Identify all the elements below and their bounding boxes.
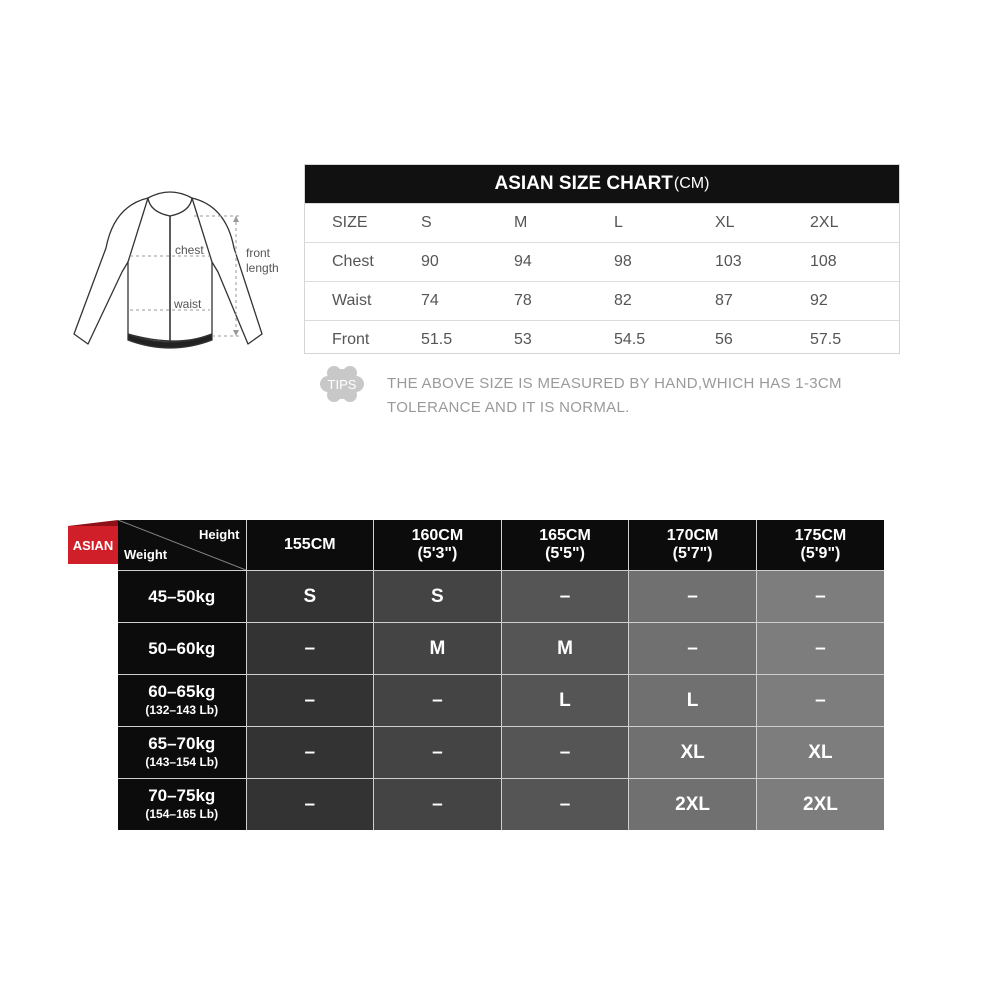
chest-row <box>305 242 899 281</box>
corner-header-cell <box>118 520 246 571</box>
height-cm: 165CM <box>539 527 591 544</box>
size-cell: XL <box>756 727 884 779</box>
size-cell: – <box>246 623 374 675</box>
height-ft: (5'7") <box>672 545 713 562</box>
jacket-diagram <box>62 184 302 360</box>
table-cell: 51.5 <box>421 331 453 348</box>
table-cell: 56 <box>715 331 733 348</box>
table-cell: 90 <box>421 253 439 270</box>
size-cell: – <box>246 727 374 779</box>
height-ft: (5'5") <box>545 545 585 562</box>
table-cell: 54.5 <box>614 331 646 348</box>
table-row <box>118 571 884 623</box>
tips-badge <box>318 364 366 404</box>
column-header: L <box>614 214 623 231</box>
tips-badge-text: TIPS <box>327 377 357 392</box>
weight-lb: (143–154 Lb) <box>145 754 219 769</box>
table-cell: 98 <box>614 253 632 270</box>
weight-kg: 60–65kg <box>148 681 216 701</box>
size-cell: – <box>374 675 502 727</box>
table-cell: 103 <box>715 253 742 270</box>
height-cm: 160CM <box>411 527 464 544</box>
size-chart-title-text: ASIAN SIZE CHART <box>494 173 673 194</box>
weight-cell <box>118 571 246 623</box>
tips-line-2: TOLERANCE AND IT IS NORMAL. <box>387 399 630 416</box>
height-header <box>501 520 629 571</box>
size-cell: L <box>501 675 629 727</box>
column-header: S <box>421 214 432 231</box>
size-cell: – <box>756 675 884 727</box>
chest-label: chest <box>175 243 204 257</box>
height-axis-label: Height <box>199 527 240 542</box>
size-cell: M <box>501 623 629 675</box>
weight-axis-label: Weight <box>124 547 168 562</box>
weight-kg: 50–60kg <box>148 639 216 658</box>
weight-kg: 70–75kg <box>148 785 216 805</box>
height-cm: 155CM <box>284 536 336 553</box>
table-cell: 82 <box>614 292 632 309</box>
size-cell: – <box>501 779 629 831</box>
size-cell: – <box>756 571 884 623</box>
weight-kg: 65–70kg <box>148 733 216 753</box>
size-chart-title <box>305 165 899 203</box>
size-cell: M <box>374 623 502 675</box>
asian-tag: ASIAN <box>68 526 118 564</box>
cloud-badge-icon <box>318 364 366 404</box>
column-header: SIZE <box>332 214 368 231</box>
row-label: Chest <box>332 253 374 270</box>
table-cell: 108 <box>810 253 837 270</box>
size-cell: – <box>246 675 374 727</box>
weight-cell <box>118 675 246 727</box>
height-header <box>246 520 374 571</box>
table-cell: 78 <box>514 292 532 309</box>
table-cell: 57.5 <box>810 331 842 348</box>
size-cell: 2XL <box>756 779 884 831</box>
size-cell: S <box>246 571 374 623</box>
size-cell: – <box>629 623 757 675</box>
row-label: Front <box>332 331 370 348</box>
height-cm: 170CM <box>666 527 719 544</box>
weight-cell <box>118 779 246 831</box>
size-cell: – <box>501 727 629 779</box>
weight-lb: (132–143 Lb) <box>145 702 219 717</box>
table-row <box>118 675 884 727</box>
weight-cell <box>118 727 246 779</box>
size-cell: 2XL <box>629 779 757 831</box>
size-chart-title-unit: (CM) <box>673 175 710 192</box>
size-measurement-table <box>304 164 900 354</box>
height-header <box>756 520 884 571</box>
size-cell: – <box>756 623 884 675</box>
column-header: 2XL <box>810 214 839 231</box>
height-header <box>374 520 502 571</box>
height-header-row <box>118 520 884 571</box>
waist-label: waist <box>174 297 202 311</box>
waist-row <box>305 281 899 320</box>
height-ft: (5'9") <box>800 545 841 562</box>
table-cell: 87 <box>715 292 733 309</box>
front-row <box>305 320 899 359</box>
tips-note <box>387 372 927 420</box>
size-cell: – <box>374 779 502 831</box>
table-cell: 92 <box>810 292 828 309</box>
height-cm: 175CM <box>794 527 847 544</box>
size-cell: – <box>246 779 374 831</box>
size-cell: L <box>629 675 757 727</box>
size-recommendation-grid <box>118 520 884 830</box>
table-cell: 94 <box>514 253 532 270</box>
size-cell: XL <box>629 727 757 779</box>
front-length-label-line2: length <box>246 261 279 275</box>
row-label: Waist <box>332 292 372 309</box>
front-length-label-line1: front <box>246 246 271 260</box>
tips-line-1: THE ABOVE SIZE IS MEASURED BY HAND,WHICH HAS 1-3CM <box>387 375 842 392</box>
column-header: M <box>514 214 528 231</box>
table-row <box>118 623 884 675</box>
table-row <box>118 779 884 831</box>
height-ft: (5'3") <box>417 545 458 562</box>
weight-lb: (154–165 Lb) <box>145 806 219 821</box>
table-cell: 53 <box>514 331 532 348</box>
size-cell: – <box>374 727 502 779</box>
size-cell: – <box>629 571 757 623</box>
size-cell: – <box>501 571 629 623</box>
size-header-row <box>305 203 899 242</box>
table-row <box>118 727 884 779</box>
size-cell: S <box>374 571 502 623</box>
table-cell: 74 <box>421 292 439 309</box>
column-header: XL <box>715 214 735 231</box>
weight-kg: 45–50kg <box>148 587 216 606</box>
weight-cell <box>118 623 246 675</box>
height-header <box>629 520 757 571</box>
